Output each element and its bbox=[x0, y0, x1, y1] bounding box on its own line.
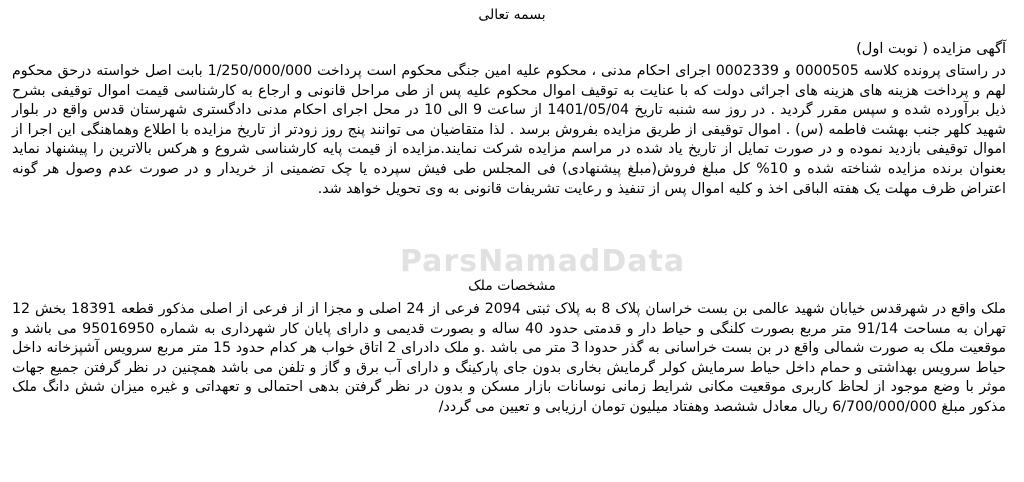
notice-paragraph-1: در راستای پرونده کلاسه 0000505 و 0002339 اجرای احکام مدنی ، محکوم علیه امین جنگی محکوم است پرداخت 1/250/000/000 بابت اصل خواسته درحق محکوم لهم و پرداخت هزینه های هزینه های اجرائی دولت که با عنایت به توقیف اموال محکوم علیه پس از طی مراحل قانونی و ارجاع به کارشناسی قیمت اموال توقیفی بشرح ذیل برآورده شده و سپس مقرر گردید . در روز سه شنبه تاریخ 1401/05/04 از ساعت 9 الی 10 در محل اجرای احکام مدنی دادگستری شهرستان قدس واقع در بلوار شهید کلهر جنب بهشت فاطمه (س) . اموال توقیفی از طریق مزایده بفروش برسد . لذا متقاضیان می توانند پنج روز زودتر از تاریخ مزایده با اطلاع وهماهنگی این اجرا از اموال توقیفی بازدید نموده و در صورت تمایل از تاریخ یاد شده در مراسم مزایده شرکت نمایند.مزایده از قیمت پایه کارشناسی شروع و هرکس بالاترین را پیشنهاد نماید بعنوان برنده مزایده شناخته شده و 10% کل مبلغ فروش(مبلغ پیشنهادی) فی المجلس طی فیش سپرده یا چک تضمینی از خریدار و در صورت عدم وصول هر گونه اعتراض ظرف مهلت یک هفته الباقی اخذ و کلیه اموال پس از تنفیذ و رعایت تشریفات قانونی به وی تحویل خواهد شد. bbox=[12, 63, 1006, 197]
document-header-title: بسمه تعالی bbox=[478, 7, 546, 23]
section-heading-property-specs: مشخصات ملک bbox=[468, 278, 556, 294]
notice-title: آگهی مزایده ( نوبت اول) bbox=[856, 41, 1006, 57]
watermark-logo-text: ParsNamadData bbox=[400, 244, 686, 279]
property-description-paragraph: ملک واقع در شهرقدس خیابان شهید عالمی بن بست خراسان پلاک 8 به پلاک ثبتی 2094 فرعی از 24 اصلی و مجزا از از فرعی از اصلی مذکور قطعه 18391 بخش 12 تهران به مساحت 91/14 متر مربع بصورت کلنگی و حیاط دار و قدمتی حدود 40 ساله و بصورت قدیمی و دارای پایان کار شهرداری به شماره 95016950 می باشد و موقعیت ملک به صورت شمالی واقع در بن بست خراسانی به گذر حدودا 3 متر می باشد .و ملک دادرای 2 اتاق خواب هر کدام حدود 15 متر مربع سرویس آشپزخانه داخل حیاط سرویس بهداشتی و حمام داخل حیاط سرمایش کولر گرمایش بخاری بدون جای پارکینگ و دارای آب برق و گاز و تلفن می باشد همچنین در نظر گرفتن جمیع جهات موثر با وضع موجود از لحاظ کاربری موقعیت مکانی شرایط زمانی نوسانات بازار مسکن و بدون در نظر گرفتن بدهی احتمالی و تعهداتی و غیره میزان شش دانگ ملک مذکور مبلغ 6/700/000/000 ریال معادل ششصد وهفتاد میلیون تومان ارزیابی و تعیین می گردد/ bbox=[12, 301, 1007, 415]
